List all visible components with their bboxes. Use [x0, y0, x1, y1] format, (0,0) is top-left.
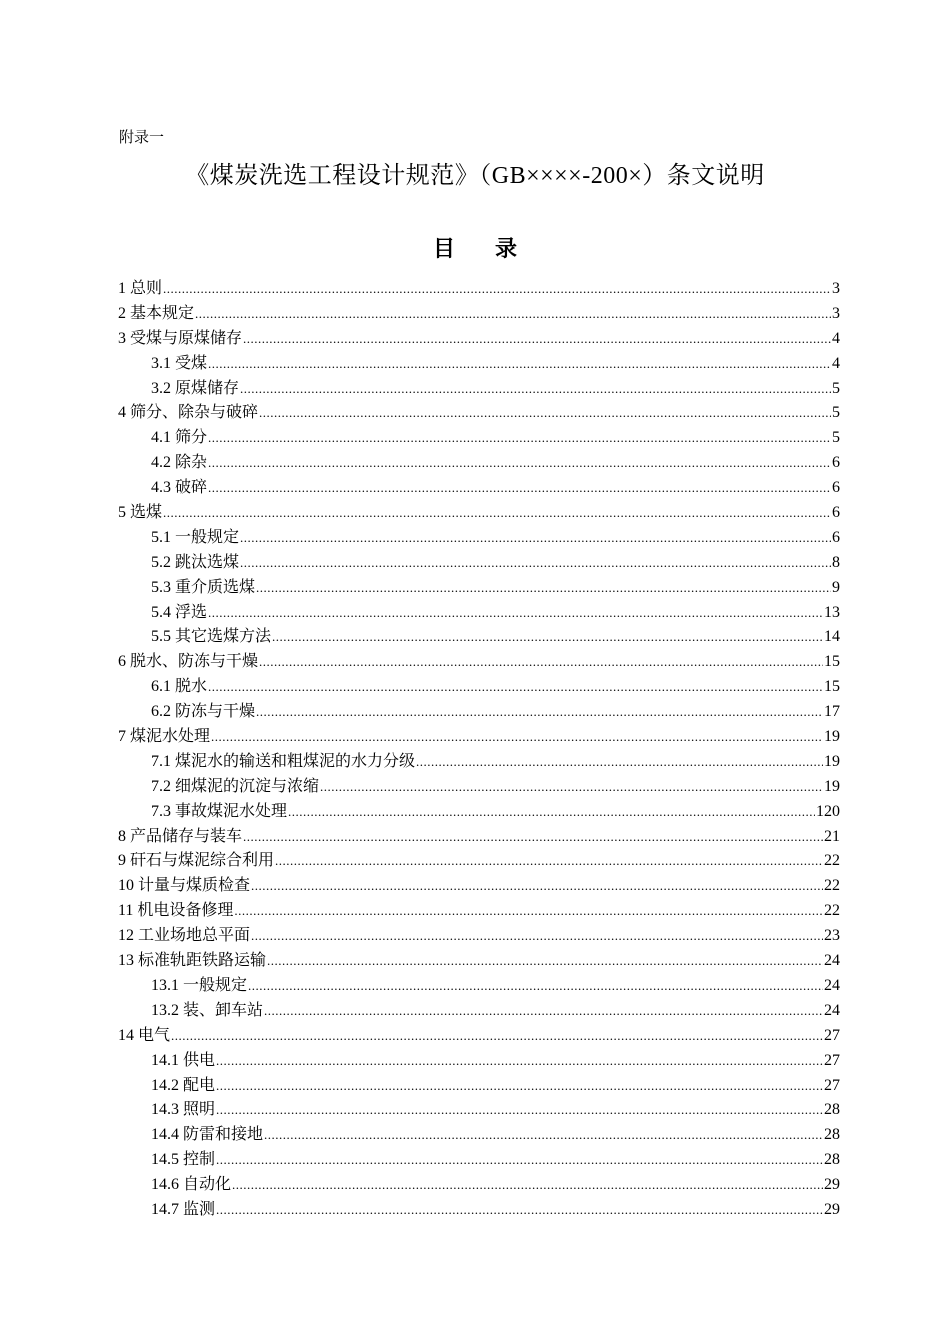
toc-entry[interactable]	[118, 949, 840, 974]
toc-entry-label: 14.2 配电	[151, 1076, 216, 1094]
toc-entry-page-number: 3	[832, 280, 840, 297]
appendix-label: 附录一	[119, 130, 165, 146]
toc-entry-page-number: 9	[832, 578, 840, 596]
toc-entry-label: 5 选煤	[118, 504, 163, 522]
toc-entry-page-number: 6	[832, 528, 840, 546]
table-of-contents	[118, 277, 840, 1223]
toc-entry-label: 14 电气	[118, 1026, 171, 1044]
toc-entry-page-number: 28	[824, 1101, 840, 1119]
toc-heading	[0, 234, 950, 264]
toc-heading-char-2: 录	[495, 236, 518, 261]
toc-dot-leader	[216, 1148, 823, 1173]
toc-entry-page-number: 27	[824, 1026, 840, 1044]
toc-entry-label: 7.2 细煤泥的沉淀与浓缩	[151, 777, 320, 795]
toc-entry-page-number: 23	[824, 927, 840, 945]
toc-dot-leader	[251, 924, 823, 949]
toc-dot-leader	[264, 1123, 823, 1148]
toc-entry-label: 14.5 控制	[151, 1151, 216, 1169]
toc-dot-leader	[248, 974, 823, 999]
toc-entry-page-number: 22	[824, 902, 840, 920]
toc-entry[interactable]	[118, 302, 840, 327]
toc-entry[interactable]	[118, 401, 840, 426]
toc-entry[interactable]	[118, 277, 840, 302]
toc-entry[interactable]	[118, 1173, 840, 1198]
toc-dot-leader	[208, 451, 831, 476]
toc-entry-label: 14.3 照明	[151, 1101, 216, 1119]
toc-entry-page-number: 28	[824, 1126, 840, 1144]
toc-entry-page-number: 14	[824, 628, 840, 646]
toc-entry-page-number: 5	[832, 429, 840, 447]
document-title: 《煤炭洗选工程设计规范》（GB××××-200×）条文说明	[185, 163, 765, 189]
toc-entry-label: 5.4 浮选	[151, 603, 208, 621]
toc-entry-label: 13.1 一般规定	[151, 976, 248, 994]
toc-entry[interactable]	[118, 1098, 840, 1123]
toc-entry[interactable]	[118, 999, 840, 1024]
toc-entry-label: 3.2 原煤储存	[151, 379, 240, 397]
toc-entry-label: 4 筛分、除杂与破碎	[118, 404, 259, 422]
toc-entry-page-number: 22	[824, 877, 840, 895]
toc-entry[interactable]	[118, 750, 840, 775]
toc-entry[interactable]	[118, 675, 840, 700]
toc-entry-label: 10 计量与煤质检查	[118, 877, 251, 895]
toc-dot-leader	[416, 750, 823, 775]
toc-entry-label: 9 矸石与煤泥综合利用	[118, 852, 275, 870]
toc-entry-label: 7 煤泥水处理	[118, 728, 211, 746]
toc-entry-label: 5.5 其它选煤方法	[151, 628, 272, 646]
toc-dot-leader	[232, 1173, 823, 1198]
toc-entry-label: 14.6 自动化	[151, 1176, 232, 1194]
toc-entry[interactable]	[118, 849, 840, 874]
toc-entry-label: 6.1 脱水	[151, 678, 208, 696]
toc-entry-label: 5.1 一般规定	[151, 528, 240, 546]
toc-entry-label: 3 受煤与原煤储存	[118, 329, 243, 347]
toc-dot-leader	[208, 675, 823, 700]
toc-entry[interactable]	[118, 775, 840, 800]
toc-dot-leader	[256, 576, 831, 601]
toc-entry-label: 4.3 破碎	[151, 479, 208, 497]
toc-entry-label: 1 总则	[118, 280, 163, 297]
toc-dot-leader	[216, 1198, 823, 1223]
toc-entry-page-number: 4	[832, 329, 840, 347]
toc-dot-leader	[251, 874, 823, 899]
toc-entry[interactable]	[118, 725, 840, 750]
toc-entry-page-number: 3	[832, 304, 840, 322]
toc-entry-label: 12 工业场地总平面	[118, 927, 251, 945]
toc-dot-leader	[320, 775, 823, 800]
toc-entry[interactable]	[118, 601, 840, 626]
toc-entry-page-number: 29	[824, 1176, 840, 1194]
toc-entry-page-number: 28	[824, 1151, 840, 1169]
toc-entry-page-number: 6	[832, 504, 840, 522]
toc-entry[interactable]	[118, 377, 840, 402]
toc-entry-page-number: 19	[824, 728, 840, 746]
toc-entry[interactable]	[118, 874, 840, 899]
toc-entry-page-number: 19	[824, 777, 840, 795]
toc-entry[interactable]	[118, 700, 840, 725]
toc-dot-leader	[240, 551, 831, 576]
toc-entry-page-number: 13	[824, 603, 840, 621]
toc-dot-leader	[259, 401, 831, 426]
toc-entry-label: 5.3 重介质选煤	[151, 578, 256, 596]
toc-dot-leader	[259, 650, 823, 675]
toc-entry[interactable]	[118, 551, 840, 576]
toc-entry-page-number: 6	[832, 454, 840, 472]
toc-entry[interactable]	[118, 800, 840, 825]
toc-entry[interactable]	[118, 1123, 840, 1148]
toc-entry-page-number: 21	[824, 827, 840, 845]
toc-dot-leader	[208, 426, 831, 451]
toc-entry[interactable]	[118, 899, 840, 924]
toc-dot-leader	[240, 377, 831, 402]
toc-entry-page-number: 27	[824, 1076, 840, 1094]
toc-entry-label: 6 脱水、防冻与干燥	[118, 653, 259, 671]
toc-entry-page-number: 22	[824, 852, 840, 870]
toc-entry[interactable]	[118, 924, 840, 949]
toc-entry[interactable]	[118, 1148, 840, 1173]
toc-entry[interactable]	[118, 625, 840, 650]
toc-entry[interactable]	[118, 1024, 840, 1049]
toc-entry-page-number: 19	[824, 752, 840, 770]
toc-dot-leader	[163, 501, 831, 526]
toc-dot-leader	[288, 800, 815, 825]
toc-entry-label: 8 产品储存与装车	[118, 827, 243, 845]
toc-dot-leader	[163, 277, 831, 302]
toc-entry-page-number: 120	[816, 802, 840, 820]
toc-entry-page-number: 15	[824, 678, 840, 696]
toc-entry[interactable]	[118, 825, 840, 850]
toc-dot-leader	[208, 476, 831, 501]
toc-entry-label: 14.1 供电	[151, 1051, 216, 1069]
toc-entry[interactable]	[118, 501, 840, 526]
toc-entry-label: 14.7 监测	[151, 1200, 216, 1218]
toc-entry-label: 6.2 防冻与干燥	[151, 703, 256, 721]
toc-entry-label: 7.3 事故煤泥水处理	[151, 802, 288, 820]
toc-dot-leader	[216, 1049, 823, 1074]
toc-entry[interactable]	[118, 426, 840, 451]
toc-entry-page-number: 8	[832, 553, 840, 571]
toc-entry-label: 4.1 筛分	[151, 429, 208, 447]
toc-entry[interactable]	[118, 526, 840, 551]
toc-entry-page-number: 29	[824, 1200, 840, 1218]
toc-dot-leader	[243, 825, 823, 850]
toc-entry-label: 13.2 装、卸车站	[151, 1001, 264, 1019]
toc-dot-leader	[264, 999, 823, 1024]
toc-dot-leader	[208, 601, 823, 626]
toc-entry-page-number: 15	[824, 653, 840, 671]
toc-entry-label: 7.1 煤泥水的输送和粗煤泥的水力分级	[151, 752, 416, 770]
toc-dot-leader	[275, 849, 823, 874]
toc-entry[interactable]	[118, 1049, 840, 1074]
toc-entry-label: 2 基本规定	[118, 304, 195, 322]
toc-entry[interactable]	[118, 650, 840, 675]
toc-entry-page-number: 5	[832, 379, 840, 397]
toc-entry-label: 13 标准轨距铁路运输	[118, 952, 267, 970]
toc-entry[interactable]	[118, 352, 840, 377]
toc-entry-label: 4.2 除杂	[151, 454, 208, 472]
toc-dot-leader	[272, 625, 823, 650]
toc-dot-leader	[267, 949, 823, 974]
toc-dot-leader	[171, 1024, 823, 1049]
toc-dot-leader	[243, 327, 831, 352]
toc-entry-page-number: 27	[824, 1051, 840, 1069]
toc-heading-char-1: 目	[432, 236, 455, 261]
toc-dot-leader	[256, 700, 823, 725]
toc-dot-leader	[208, 352, 831, 377]
toc-entry-page-number: 5	[832, 404, 840, 422]
toc-dot-leader	[211, 725, 823, 750]
toc-entry-label: 3.1 受煤	[151, 354, 208, 372]
toc-entry-page-number: 4	[832, 354, 840, 372]
toc-entry-page-number: 24	[824, 976, 840, 994]
toc-dot-leader	[216, 1074, 823, 1099]
toc-dot-leader	[216, 1098, 823, 1123]
toc-entry-page-number: 6	[832, 479, 840, 497]
toc-entry-page-number: 24	[824, 1001, 840, 1019]
toc-entry[interactable]	[118, 327, 840, 352]
toc-dot-leader	[195, 302, 831, 327]
toc-entry-label: 14.4 防雷和接地	[151, 1126, 264, 1144]
toc-entry[interactable]	[118, 576, 840, 601]
toc-entry[interactable]	[118, 476, 840, 501]
toc-entry[interactable]	[118, 451, 840, 476]
toc-entry-page-number: 17	[824, 703, 840, 721]
toc-entry-label: 11 机电设备修理	[118, 902, 234, 920]
toc-entry-label: 5.2 跳汰选煤	[151, 553, 240, 571]
toc-entry[interactable]	[118, 974, 840, 999]
toc-dot-leader	[234, 899, 823, 924]
toc-entry[interactable]	[118, 1198, 840, 1223]
toc-entry-page-number: 24	[824, 952, 840, 970]
toc-dot-leader	[240, 526, 831, 551]
toc-entry[interactable]	[118, 1074, 840, 1099]
